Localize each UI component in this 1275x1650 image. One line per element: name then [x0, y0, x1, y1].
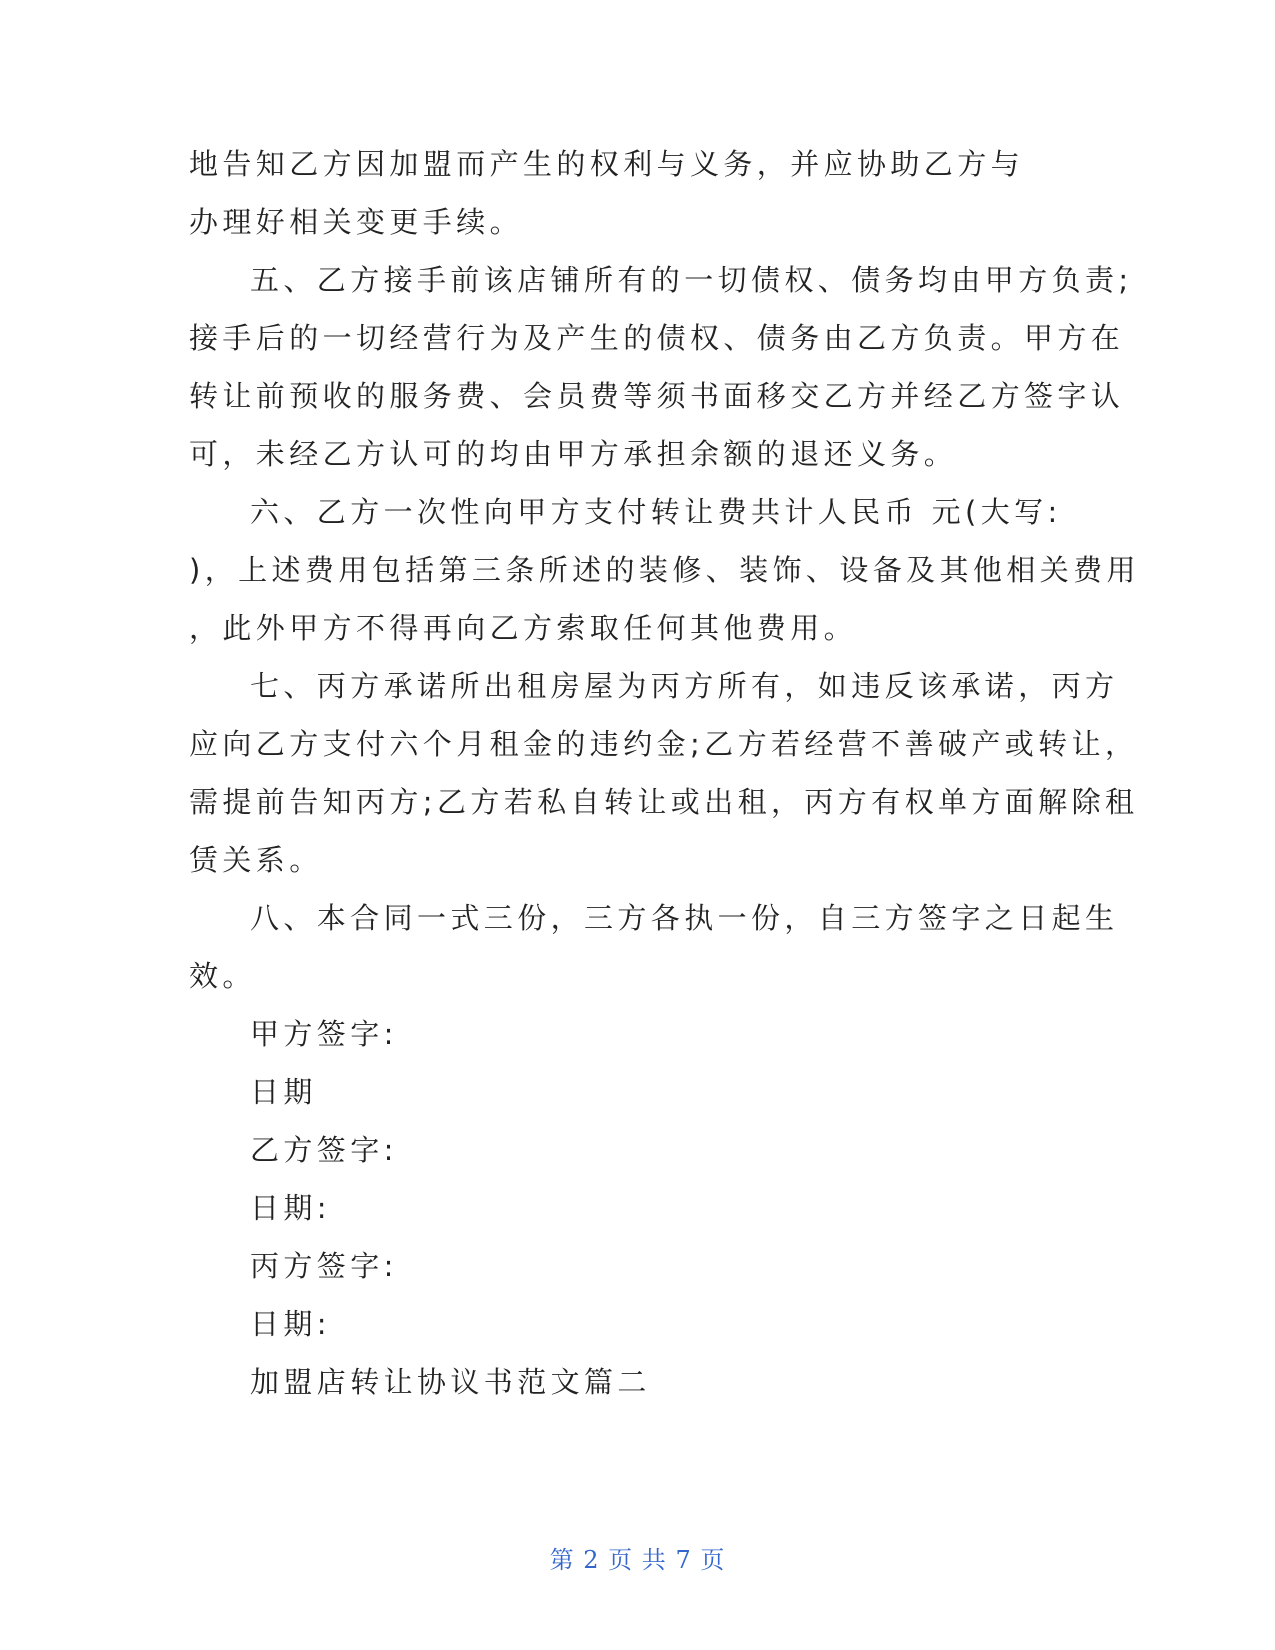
- page-number-footer: 第 2 页 共 7 页: [549, 1546, 726, 1574]
- party-c-signature: 丙方签字:: [250, 1249, 398, 1283]
- party-a-signature: 甲方签字:: [250, 1017, 398, 1051]
- clause-eight-line: 效。: [189, 959, 256, 993]
- party-c-date: 日期:: [250, 1307, 331, 1341]
- clause-six-line: ，此外甲方不得再向乙方索取任何其他费用。: [189, 611, 858, 645]
- clause-five-line: 接手后的一切经营行为及产生的债权、债务由乙方负责。甲方在: [189, 321, 1125, 355]
- party-b-date: 日期:: [250, 1191, 331, 1225]
- section-heading: 加盟店转让协议书范文篇二: [250, 1365, 651, 1399]
- clause-seven-line: 应向乙方支付六个月租金的违约金;乙方若经营不善破产或转让，: [189, 727, 1139, 761]
- party-a-date: 日期: [250, 1075, 317, 1109]
- clause-six-line: )，上述费用包括第三条所述的装修、装饰、设备及其他相关费用: [189, 553, 1140, 587]
- clause-seven-line: 赁关系。: [189, 843, 323, 877]
- clause-five-line: 五、乙方接手前该店铺所有的一切债权、债务均由甲方负责;: [250, 263, 1133, 297]
- paragraph-line: 办理好相关变更手续。: [189, 205, 524, 239]
- clause-five-line: 可，未经乙方认可的均由甲方承担余额的退还义务。: [189, 437, 958, 471]
- clause-seven-line: 七、丙方承诺所出租房屋为丙方所有，如违反该承诺，丙方: [250, 669, 1119, 703]
- clause-eight-line: 八、本合同一式三份，三方各执一份，自三方签字之日起生: [250, 901, 1119, 935]
- paragraph-line: 地告知乙方因加盟而产生的权利与义务，并应协助乙方与: [189, 147, 1025, 181]
- clause-five-line: 转让前预收的服务费、会员费等须书面移交乙方并经乙方签字认: [189, 379, 1125, 413]
- party-b-signature: 乙方签字:: [250, 1133, 398, 1167]
- clause-seven-line: 需提前告知丙方;乙方若私自转让或出租，丙方有权单方面解除租: [189, 785, 1139, 819]
- clause-six-line: 六、乙方一次性向甲方支付转让费共计人民币 元(大写:: [250, 495, 1062, 529]
